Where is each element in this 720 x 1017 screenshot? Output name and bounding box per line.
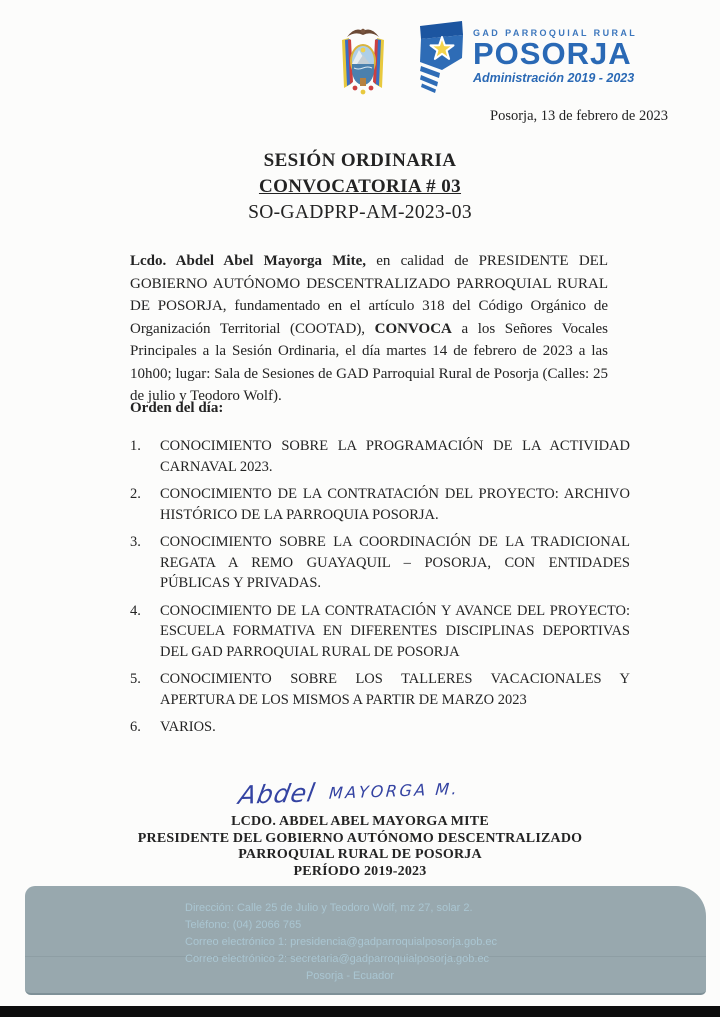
agenda-item-number: 6. — [130, 719, 141, 735]
president-name: Lcdo. Abdel Abel Mayorga Mite, — [130, 253, 366, 269]
footer-phone: Teléfono: (04) 2066 765 — [185, 919, 302, 931]
agenda-item-number: 5. — [130, 671, 141, 687]
footer-location: Posorja - Ecuador — [305, 970, 395, 982]
agenda-item-number: 2. — [130, 486, 141, 502]
logo-administration-period: Administración 2019 - 2023 — [473, 71, 635, 85]
footer-contact-info — [185, 900, 515, 985]
ecuador-coat-of-arms-icon — [337, 22, 389, 100]
body-outro-text: a los Señores Vocales Principales a la Sesión Ordinaria, el día martes 14 de febrero de 2023 a las 10h00; lugar: Sala de Sesiones de GAD Parroquial Rural de Posorja (Calles: 25 de julio y Teodoro Wolf). — [130, 320, 608, 404]
agenda-item — [130, 436, 630, 477]
posorja-logo — [417, 20, 637, 94]
agenda-list — [130, 436, 630, 745]
scan-bottom-edge — [0, 1006, 720, 1017]
footer-email-2: Correo electrónico 2: secretaria@gadparroquialposorja.gob.ec — [185, 953, 490, 965]
agenda-item — [130, 717, 630, 738]
header-logos — [337, 20, 637, 100]
agenda-item-number: 3. — [130, 534, 141, 550]
posorja-logo-text — [473, 20, 637, 85]
body-paragraph — [130, 250, 608, 408]
session-title: SESIÓN ORDINARIA — [263, 150, 457, 171]
agenda-item — [130, 669, 630, 710]
agenda-item-text: CONOCIMIENTO SOBRE LOS TALLERES VACACIONALES Y APERTURA DE LOS MISMOS A PARTIR DE MARZO 2023 — [160, 671, 630, 708]
signatory-name: LCDO. ABDEL ABEL MAYORGA MITE — [231, 814, 489, 829]
body-intro-text: en calidad de PRESIDENTE DEL GOBIERNO AUTÓNOMO DESCENTRALIZADO PARROQUIAL RURAL DE POSORJA, fundamentado en el artículo 318 del Código Orgánico de Organización Territorial (COOTAD), — [130, 253, 608, 337]
footer-email-1: Correo electrónico 1: presidencia@gadparroquialposorja.gob.ec — [185, 936, 498, 948]
footer-address: Dirección: Calle 25 de Julio y Teodoro Wolf, mz 27, solar 2. — [185, 902, 473, 914]
title-block — [0, 148, 720, 226]
document-code: SO-GADPRP-AM-2023-03 — [248, 202, 472, 223]
footer-band — [25, 886, 706, 995]
agenda-item-text: CONOCIMIENTO SOBRE LA COORDINACIÓN DE LA TRADICIONAL REGATA A REMO GUAYAQUIL – POSORJA, CON ENTIDADES PÚBLICAS Y PRIVADAS. — [160, 534, 630, 591]
signature-script-rest: MAYORGA M. — [328, 779, 460, 803]
handwritten-signature — [0, 765, 698, 818]
agenda-item-number: 1. — [130, 438, 141, 454]
posorja-shield-star-icon — [417, 20, 465, 94]
agenda-item-text: CONOCIMIENTO SOBRE LA PROGRAMACIÓN DE LA ACTIVIDAD CARNAVAL 2023. — [160, 438, 630, 475]
convocation-number: CONVOCATORIA # 03 — [258, 176, 462, 197]
agenda-item — [130, 484, 630, 525]
agenda-item-number: 4. — [130, 602, 141, 619]
date-line: Posorja, 13 de febrero de 2023 — [490, 108, 668, 124]
agenda-item-text: VARIOS. — [160, 719, 216, 735]
agenda-item — [130, 601, 630, 663]
agenda-item — [130, 532, 630, 594]
logo-tagline: GAD PARROQUIAL RURAL — [473, 28, 638, 38]
agenda-item-text: CONOCIMIENTO DE LA CONTRATACIÓN Y AVANCE DEL PROYECTO: ESCUELA FORMATIVA EN DIFERENTES DISCIPLINAS DEPORTIVAS DEL GAD PARROQUIAL RURAL DE POSORJA — [160, 602, 630, 660]
agenda-item-text: CONOCIMIENTO DE LA CONTRATACIÓN DEL PROYECTO: ARCHIVO HISTÓRICO DE LA PARROQUIA POSORJA. — [160, 486, 630, 523]
signature-script-first: Abdel — [236, 778, 318, 810]
signatory-title-2: PARROQUIAL RURAL DE POSORJA — [238, 847, 482, 862]
signatory-period: PERÍODO 2019-2023 — [293, 863, 427, 879]
signatory-title-1: PRESIDENTE DEL GOBIERNO AUTÓNOMO DESCENTRALIZADO — [137, 830, 583, 846]
convoca-keyword: CONVOCA — [374, 320, 452, 337]
logo-brand-name: POSORJA — [473, 36, 632, 71]
agenda-heading: Orden del día: — [130, 400, 224, 416]
signature-block — [0, 814, 720, 880]
